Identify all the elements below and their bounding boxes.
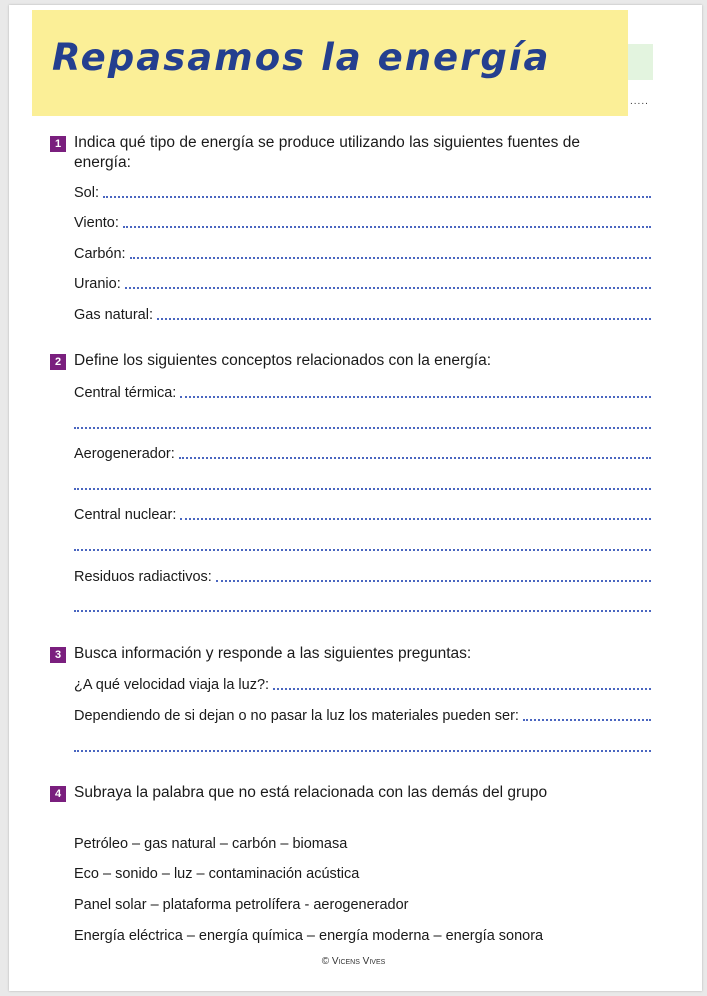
answer-line-central-nuclear[interactable] — [74, 504, 651, 524]
question-1 — [50, 133, 580, 173]
answer-line-sol[interactable] — [74, 182, 651, 202]
question-3 — [50, 644, 580, 664]
dotted-fill — [157, 317, 651, 320]
dotted-fill — [179, 456, 651, 459]
answer-line-blank[interactable] — [74, 596, 651, 616]
answer-line-uranio[interactable] — [74, 273, 651, 293]
answer-label: Uranio: — [74, 276, 121, 292]
dotted-fill — [125, 286, 651, 289]
answer-line-central-termica[interactable] — [74, 382, 651, 402]
question-2 — [50, 351, 580, 371]
answer-line-blank[interactable] — [74, 413, 651, 433]
dotted-fill — [74, 609, 651, 612]
question-text: Define los siguientes conceptos relacionados con la energía: — [74, 352, 492, 369]
page-title: Repasamos la energía — [52, 36, 551, 79]
question-text: Subraya la palabra que no está relacionada con las demás del grupo — [74, 784, 548, 801]
answer-label: ¿A qué velocidad viaja la luz?: — [74, 677, 270, 693]
answer-label: Sol: — [74, 185, 99, 201]
dotted-fill — [74, 426, 651, 429]
answer-label: Central nuclear: — [74, 507, 177, 523]
answer-label: Central térmica: — [74, 385, 177, 401]
answer-label: Gas natural: — [74, 307, 153, 323]
answer-line-blank[interactable] — [74, 736, 651, 756]
answer-line-materiales[interactable] — [74, 705, 651, 725]
question-text: Indica qué tipo de energía se produce utilizando las siguientes fuentes de energía: — [74, 134, 580, 171]
answer-line-blank[interactable] — [74, 474, 651, 494]
answer-label: Residuos radiactivos: — [74, 569, 212, 585]
answer-label: Carbón: — [74, 246, 126, 262]
dotted-fill — [523, 718, 651, 721]
dotted-fill — [180, 395, 651, 398]
answer-line-residuos[interactable] — [74, 566, 651, 586]
dotted-fill — [273, 687, 651, 690]
question-text: Busca información y responde a las siguientes preguntas: — [74, 645, 472, 662]
dotted-fill — [216, 579, 651, 582]
question-number-badge: 1 — [50, 136, 66, 152]
answer-label: Aerogenerador: — [74, 446, 175, 462]
answer-line-aerogenerador[interactable] — [74, 443, 651, 463]
publisher-footer: © Vicens Vives — [321, 956, 386, 967]
word-group[interactable]: Energía eléctrica – energía química – energía moderna – energía sonora — [74, 928, 544, 944]
dotted-fill — [74, 749, 651, 752]
word-group[interactable]: Petróleo – gas natural – carbón – biomasa — [74, 836, 348, 852]
word-group[interactable]: Panel solar – plataforma petrolífera - aerogenerador — [74, 897, 409, 913]
question-number-badge: 2 — [50, 354, 66, 370]
answer-label: Viento: — [74, 215, 119, 231]
dotted-fill — [130, 256, 651, 259]
answer-line-velocidad-luz[interactable] — [74, 674, 651, 694]
dotted-fill — [103, 195, 651, 198]
dotted-fill — [74, 487, 651, 490]
dotted-fill — [123, 225, 651, 228]
question-4 — [50, 783, 580, 803]
title-dots: ..... — [630, 96, 649, 107]
question-number-badge: 3 — [50, 647, 66, 663]
dotted-fill — [180, 517, 651, 520]
answer-line-blank[interactable] — [74, 535, 651, 555]
word-group[interactable]: Eco – sonido – luz – contaminación acústica — [74, 866, 360, 882]
answer-line-gas-natural[interactable] — [74, 304, 651, 324]
answer-line-carbon[interactable] — [74, 243, 651, 263]
answer-line-viento[interactable] — [74, 212, 651, 232]
question-number-badge: 4 — [50, 786, 66, 802]
answer-label: Dependiendo de si dejan o no pasar la luz los materiales pueden ser: — [74, 708, 519, 724]
dotted-fill — [74, 548, 651, 551]
